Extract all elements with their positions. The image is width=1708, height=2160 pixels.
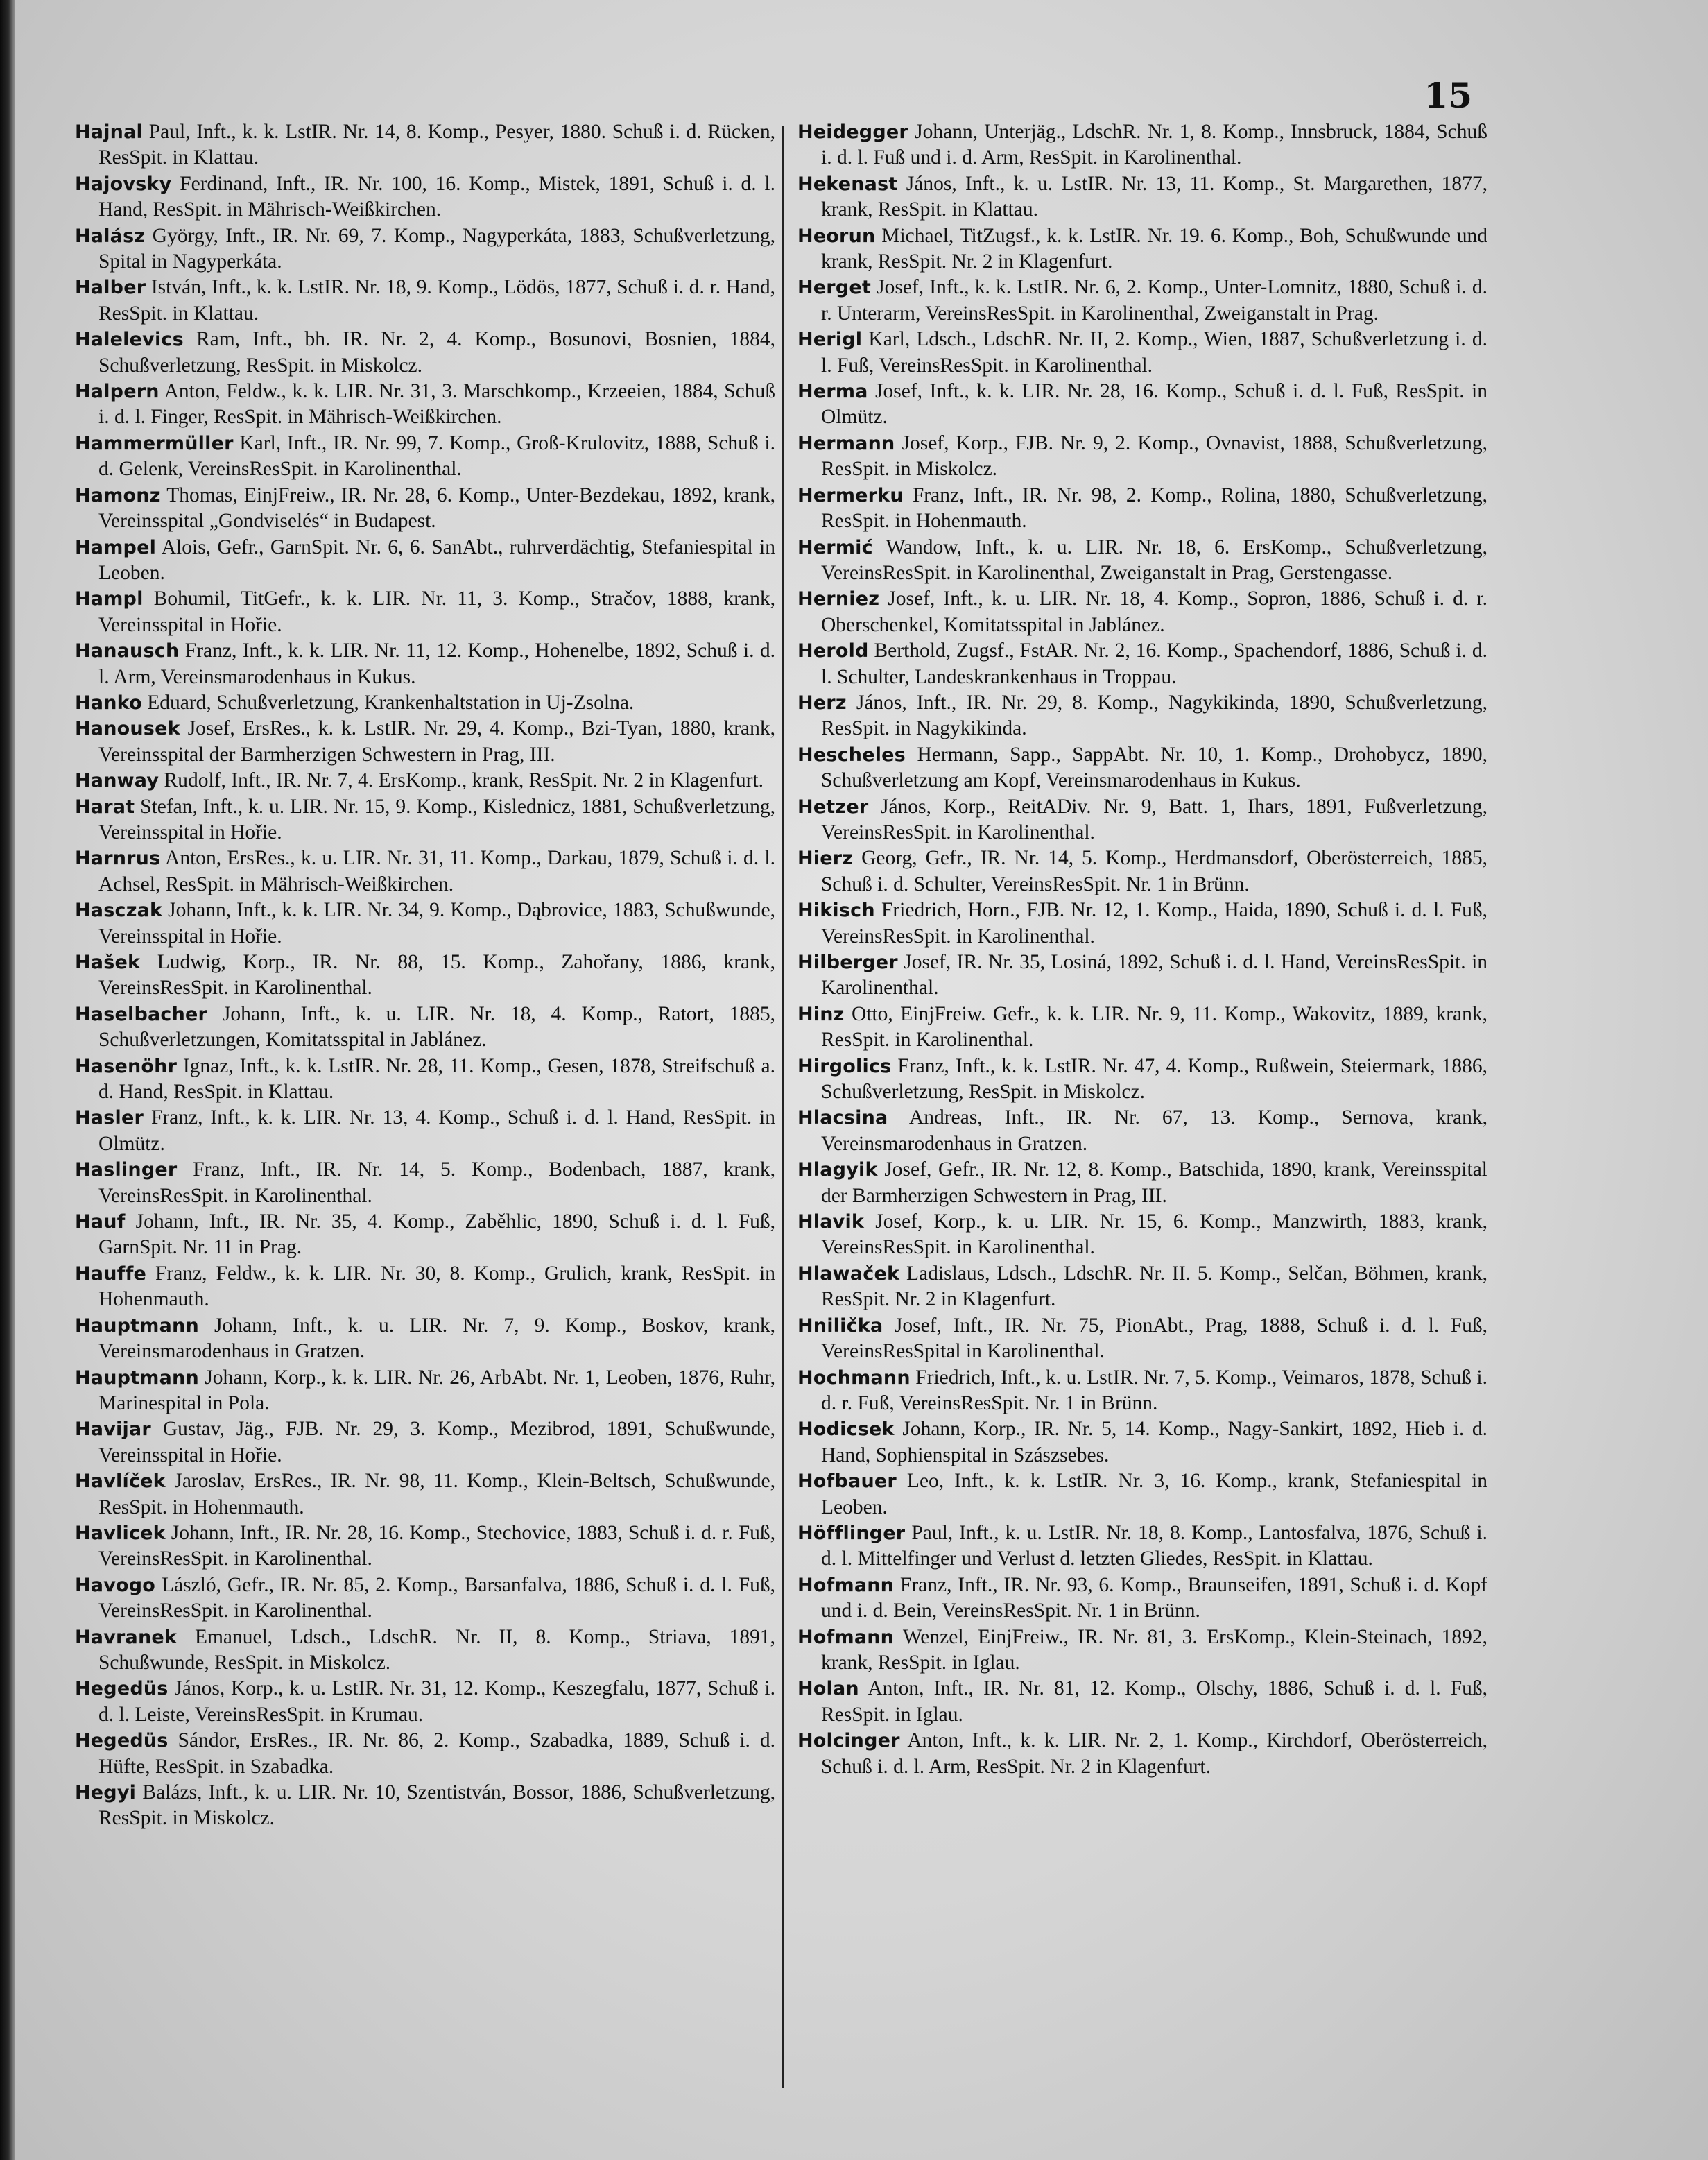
register-entry <box>797 379 1487 431</box>
register-entry <box>75 586 775 638</box>
register-entry <box>797 1261 1487 1313</box>
entry-details: Eduard, Schußverletzung, Krankenhaltstation in Uj-Zsolna. <box>147 691 635 714</box>
entry-details: Thomas, EinjFreiw., IR. Nr. 28, 6. Komp., Unter-Bezdekau, 1892, krank, Vereinsspital „Gondviselés“ in Budapest. <box>98 483 775 533</box>
register-entry <box>797 898 1487 950</box>
entry-details: Anton, Inft., k. k. LIR. Nr. 2, 1. Komp., Kirchdorf, Oberösterreich, Schuß i. d. l. Arm, ResSpit. Nr. 2 in Klagenfurt. <box>821 1729 1487 1778</box>
register-entry <box>797 846 1487 898</box>
column-divider <box>782 126 784 2088</box>
register-entry <box>75 1780 775 1832</box>
entry-details: Franz, Inft., k. k. LstIR. Nr. 47, 4. Komp., Rußwein, Steiermark, 1886, Schußverletzung, ResSpit. in Miskolcz. <box>821 1054 1487 1104</box>
entry-surname: Herz <box>797 692 847 714</box>
register-entry <box>75 1416 775 1468</box>
register-entry <box>75 1468 775 1520</box>
entry-surname: Hamonz <box>75 484 161 506</box>
entry-details: Josef, Gefr., IR. Nr. 12, 8. Komp., Batschida, 1890, krank, Vereinsspital der Barmherzigen Schwestern in Prag, III. <box>821 1158 1487 1207</box>
entry-details: László, Gefr., IR. Nr. 85, 2. Komp., Barsanfalva, 1886, Schuß i. d. l. Fuß, VereinsResSpit. in Karolinenthal. <box>98 1573 775 1622</box>
entry-surname: Hofmann <box>797 1626 895 1648</box>
register-entry <box>797 690 1487 742</box>
register-entry <box>75 1728 775 1780</box>
entry-surname: Holcinger <box>797 1730 900 1752</box>
register-entry <box>797 1054 1487 1106</box>
entry-surname: Hermann <box>797 432 895 454</box>
register-entry <box>75 1520 775 1572</box>
entry-details: Franz, Inft., IR. Nr. 14, 5. Komp., Bodenbach, 1887, krank, VereinsResSpit. in Karolinenthal. <box>98 1158 775 1207</box>
entry-surname: Halász <box>75 225 146 247</box>
register-entry <box>75 1157 775 1209</box>
entry-details: Friedrich, Horn., FJB. Nr. 12, 1. Komp., Haida, 1890, Schuß i. d. l. Fuß, VereinsResSpit. in Karolinenthal. <box>821 899 1487 948</box>
entry-details: Paul, Inft., k. k. LstIR. Nr. 14, 8. Komp., Pesyer, 1880. Schuß i. d. Rücken, ResSpit. in Klattau. <box>98 121 775 169</box>
entry-surname: Havogo <box>75 1574 156 1596</box>
entry-details: János, Korp., k. u. LstIR. Nr. 31, 12. Komp., Keszegfalu, 1877, Schuß i. d. l. Leiste, VereinsResSpit. in Krumau. <box>98 1677 775 1726</box>
entry-details: Wandow, Inft., k. u. LIR. Nr. 18, 6. ErsKomp., Schußverletzung, VereinsResSpit. in Karolinenthal, Zweiganstalt in Prag, Gerstengasse. <box>821 535 1487 584</box>
entry-details: Berthold, Zugsf., FstAR. Nr. 2, 16. Komp., Spachendorf, 1886, Schuß i. d. l. Schulter, Landeskrankenhaus in Troppau. <box>821 640 1487 688</box>
register-entry <box>797 431 1487 483</box>
entry-surname: Hammermüller <box>75 432 234 454</box>
entry-surname: Höfflinger <box>797 1522 906 1544</box>
entry-surname: Hochmann <box>797 1366 911 1389</box>
entry-surname: Herma <box>797 381 868 403</box>
entry-surname: Hegedüs <box>75 1730 169 1752</box>
register-entry <box>797 1209 1487 1261</box>
entry-details: Alois, Gefr., GarnSpit. Nr. 6, 6. SanAbt., ruhrverdächtig, Stefaniespital in Leoben. <box>98 535 775 584</box>
entry-surname: Holan <box>797 1678 859 1700</box>
entry-surname: Havranek <box>75 1626 178 1648</box>
entry-surname: Hampel <box>75 536 157 558</box>
entry-details: Karl, Ldsch., LdschR. Nr. II, 2. Komp., Wien, 1887, Schußverletzung i. d. l. Fuß, VereinsResSpit. in Karolinenthal. <box>821 328 1487 377</box>
entry-details: Johann, Korp., k. k. LIR. Nr. 26, ArbAbt. Nr. 1, Leoben, 1876, Ruhr, Marinespital in Pola. <box>98 1366 775 1414</box>
entry-details: Friedrich, Inft., k. u. LstIR. Nr. 7, 5. Komp., Veimaros, 1878, Schuß i. d. r. Fuß, VereinsResSpit. Nr. 1 in Brünn. <box>821 1366 1487 1414</box>
entry-surname: Hermerku <box>797 484 904 506</box>
entry-surname: Herget <box>797 277 871 299</box>
register-entry <box>797 327 1487 379</box>
entry-details: Balázs, Inft., k. u. LIR. Nr. 10, Szentistván, Bossor, 1886, Schußverletzung, ResSpit. in Miskolcz. <box>98 1781 775 1830</box>
entry-surname: Haslinger <box>75 1159 178 1181</box>
entry-details: Wenzel, EinjFreiw., IR. Nr. 81, 3. ErsKomp., Klein-Steinach, 1892, krank, ResSpit. in Iglau. <box>821 1625 1487 1674</box>
register-entry <box>75 483 775 535</box>
entry-details: Josef, Korp., k. u. LIR. Nr. 15, 6. Komp., Manzwirth, 1883, krank, VereinsResSpit. in Karolinenthal. <box>821 1210 1487 1259</box>
right-column <box>797 119 1487 2096</box>
entry-details: Johann, Korp., IR. Nr. 5, 14. Komp., Nagy-Sankirt, 1892, Hieb i. d. Hand, Sophienspital in Szászsebes. <box>821 1418 1487 1466</box>
register-entry <box>797 1416 1487 1468</box>
entry-surname: Hauptmann <box>75 1314 199 1337</box>
entry-surname: Hampl <box>75 588 144 610</box>
entry-surname: Herigl <box>797 329 863 351</box>
entry-surname: Hetzer <box>797 796 869 818</box>
entry-details: Ferdinand, Inft., IR. Nr. 100, 16. Komp., Mistek, 1891, Schuß i. d. l. Hand, ResSpit. in Mährisch-Weißkirchen. <box>98 172 775 221</box>
entry-surname: Hinz <box>797 1003 845 1025</box>
register-entry <box>797 1365 1487 1417</box>
entry-details: Leo, Inft., k. k. LstIR. Nr. 3, 16. Komp., krank, Stefaniespital in Leoben. <box>821 1470 1487 1518</box>
register-entry <box>75 119 775 171</box>
entry-details: Ignaz, Inft., k. k. LstIR. Nr. 28, 11. Komp., Gesen, 1878, Streifschuß a. d. Hand, ResSpit. in Klattau. <box>98 1054 775 1104</box>
binding-edge-shadow <box>0 0 15 2160</box>
entry-details: Josef, Inft., k. k. LstIR. Nr. 6, 2. Komp., Unter-Lomnitz, 1880, Schuß i. d. r. Unterarm, VereinsResSpit. in Karolinenthal, Zweiganstalt in Prag. <box>821 276 1487 325</box>
page-number: 15 <box>1424 75 1472 116</box>
entry-details: Jaroslav, ErsRes., IR. Nr. 98, 11. Komp., Klein-Beltsch, Schußwunde, ResSpit. in Hohenmauth. <box>98 1470 775 1518</box>
entry-details: Josef, Inft., IR. Nr. 75, PionAbt., Prag, 1888, Schuß i. d. l. Fuß, VereinsResSpital in Karolinenthal. <box>821 1314 1487 1363</box>
entry-surname: Hašek <box>75 952 141 973</box>
register-entry <box>797 794 1487 846</box>
register-entry <box>75 1572 775 1625</box>
entry-details: Stefan, Inft., k. u. LIR. Nr. 15, 9. Komp., Kislednicz, 1881, Schußverletzung, Vereinsspital in Hořie. <box>98 795 775 843</box>
register-entry <box>797 1572 1487 1625</box>
entry-surname: Harnrus <box>75 848 161 870</box>
register-entry <box>75 950 775 1002</box>
entry-details: Otto, EinjFreiw. Gefr., k. k. LIR. Nr. 9, 11. Komp., Wakovitz, 1889, krank, ResSpit. in Karolinenthal. <box>821 1002 1487 1052</box>
entry-surname: Hasczak <box>75 900 163 922</box>
register-entry <box>75 898 775 950</box>
entry-details: Franz, Feldw., k. k. LIR. Nr. 30, 8. Komp., Grulich, krank, ResSpit. in Hohenmauth. <box>98 1262 775 1311</box>
entry-details: Andreas, Inft., IR. Nr. 67, 13. Komp., Sernova, krank, Vereinsmarodenhaus in Gratzen. <box>821 1106 1487 1155</box>
register-entry <box>797 1520 1487 1572</box>
register-entry <box>797 1676 1487 1728</box>
entry-surname: Hanko <box>75 692 142 714</box>
entry-details: Michael, TitZugsf., k. k. LstIR. Nr. 19. 6. Komp., Boh, Schußwunde und krank, ResSpit. Nr. 2 in Klagenfurt. <box>821 224 1487 273</box>
register-entry <box>75 223 775 275</box>
entry-details: Johann, Inft., k. k. LIR. Nr. 34, 9. Komp., Dąbrovice, 1883, Schußwunde, Vereinsspital in Hořie. <box>98 899 775 948</box>
entry-details: János, Inft., IR. Nr. 29, 8. Komp., Nagykikinda, 1890, Schußverletzung, ResSpit. in Nagykikinda. <box>821 691 1487 740</box>
register-entry <box>75 690 775 716</box>
entry-details: Anton, Inft., IR. Nr. 81, 12. Komp., Olschy, 1886, Schuß i. d. l. Fuß, ResSpit. in Iglau. <box>821 1677 1487 1726</box>
register-entry <box>75 1054 775 1106</box>
entry-surname: Hofmann <box>797 1574 895 1596</box>
entry-details: Josef, Korp., FJB. Nr. 9, 2. Komp., Ovnavist, 1888, Schußverletzung, ResSpit. in Miskolcz. <box>821 431 1487 481</box>
entry-details: György, Inft., IR. Nr. 69, 7. Komp., Nagyperkáta, 1883, Schußverletzung, Spital in Nagyperkáta. <box>98 224 775 273</box>
entry-details: Karl, Inft., IR. Nr. 99, 7. Komp., Groß-Krulovitz, 1888, Schuß i. d. Gelenk, VereinsResSpit. in Karolinenthal. <box>98 431 775 481</box>
entry-details: Ram, Inft., bh. IR. Nr. 2, 4. Komp., Bosunovi, Bosnien, 1884, Schußverletzung, ResSpit. in Miskolcz. <box>98 328 775 377</box>
register-entry <box>75 171 775 223</box>
entry-details: Franz, Inft., IR. Nr. 98, 2. Komp., Rolina, 1880, Schußverletzung, ResSpit. in Hohenmauth. <box>821 483 1487 533</box>
entry-surname: Hnilička <box>797 1314 883 1337</box>
register-entry <box>797 1002 1487 1054</box>
entry-details: Anton, ErsRes., k. u. LIR. Nr. 31, 11. Komp., Darkau, 1879, Schuß i. d. l. Achsel, ResSpit. in Mährisch-Weißkirchen. <box>98 847 775 895</box>
entry-details: Josef, IR. Nr. 35, Losiná, 1892, Schuß i. d. l. Hand, VereinsResSpit. in Karolinenthal. <box>821 951 1487 1000</box>
entry-surname: Hlagyik <box>797 1159 878 1181</box>
entry-details: Johann, Inft., IR. Nr. 28, 16. Komp., Stechovice, 1883, Schuß i. d. r. Fuß, VereinsResSpit. in Karolinenthal. <box>98 1521 775 1570</box>
register-entry <box>797 1313 1487 1365</box>
entry-surname: Havlicek <box>75 1522 166 1544</box>
entry-surname: Hajovsky <box>75 173 172 195</box>
register-entry <box>797 1468 1487 1520</box>
register-entry <box>75 535 775 587</box>
register-entry <box>797 535 1487 587</box>
entry-surname: Hasenöhr <box>75 1055 178 1077</box>
register-entry <box>797 119 1487 171</box>
register-entry <box>797 275 1487 327</box>
entry-surname: Hegyi <box>75 1782 137 1803</box>
entry-details: Bohumil, TitGefr., k. k. LIR. Nr. 11, 3. Komp., Stračov, 1888, krank, Vereinsspital in Hořie. <box>98 588 775 636</box>
entry-surname: Hegedüs <box>75 1678 169 1700</box>
register-entry <box>797 742 1487 794</box>
register-entry <box>75 275 775 327</box>
register-entry <box>797 1157 1487 1209</box>
entry-surname: Halelevics <box>75 329 184 351</box>
register-entry <box>797 171 1487 223</box>
entry-surname: Halber <box>75 277 146 299</box>
entry-details: Georg, Gefr., IR. Nr. 14, 5. Komp., Herdmansdorf, Oberösterreich, 1885, Schuß i. d. Schulter, VereinsResSpit. Nr. 1 in Brünn. <box>821 847 1487 895</box>
register-entry <box>75 846 775 898</box>
entry-surname: Hermić <box>797 536 873 558</box>
entry-surname: Hescheles <box>797 744 906 766</box>
register-entry <box>75 1209 775 1261</box>
entry-surname: Hauf <box>75 1211 126 1233</box>
entry-surname: Hirgolics <box>797 1055 892 1077</box>
entry-surname: Hajnal <box>75 121 143 143</box>
entry-surname: Hanousek <box>75 718 180 740</box>
entry-surname: Hlawaček <box>797 1262 900 1285</box>
entry-surname: Hekenast <box>797 173 898 195</box>
entry-details: Gustav, Jäg., FJB. Nr. 29, 3. Komp., Mezibrod, 1891, Schußwunde, Vereinsspital in Hořie. <box>98 1418 775 1466</box>
register-entry <box>75 794 775 846</box>
entry-surname: Hierz <box>797 848 854 870</box>
entry-surname: Harat <box>75 796 135 818</box>
entry-surname: Hauptmann <box>75 1366 199 1389</box>
entry-surname: Hauffe <box>75 1262 147 1285</box>
entry-surname: Hlavik <box>797 1211 865 1233</box>
register-entry <box>75 768 775 794</box>
entry-surname: Hanausch <box>75 640 180 662</box>
entry-surname: Herold <box>797 640 869 662</box>
register-entry <box>75 1002 775 1054</box>
entry-details: Sándor, ErsRes., IR. Nr. 86, 2. Komp., Szabadka, 1889, Schuß i. d. Hüfte, ResSpit. in Szabadka. <box>98 1729 775 1778</box>
entry-surname: Hlacsina <box>797 1107 888 1129</box>
entry-details: Josef, Inft., k. k. LIR. Nr. 28, 16. Komp., Schuß i. d. l. Fuß, ResSpit. in Olmütz. <box>821 380 1487 429</box>
entry-surname: Hilberger <box>797 952 898 973</box>
entry-details: Franz, Inft., IR. Nr. 93, 6. Komp., Braunseifen, 1891, Schuß i. d. Kopf und i. d. Bein, VereinsResSpit. Nr. 1 in Brünn. <box>821 1573 1487 1622</box>
register-entry <box>75 1676 775 1728</box>
register-entry <box>75 379 775 431</box>
entry-details: Ludwig, Korp., IR. Nr. 88, 15. Komp., Zahořany, 1886, krank, VereinsResSpit. in Karolinenthal. <box>98 951 775 1000</box>
entry-details: Johann, Inft., k. u. LIR. Nr. 7, 9. Komp., Boskov, krank, Vereinsmarodenhaus in Gratzen. <box>98 1314 775 1363</box>
register-entry <box>75 1105 775 1157</box>
entry-details: Johann, Inft., IR. Nr. 35, 4. Komp., Zaběhlic, 1890, Schuß i. d. l. Fuß, GarnSpit. Nr. 11 in Prag. <box>98 1210 775 1259</box>
entry-details: János, Korp., ReitADiv. Nr. 9, Batt. 1, Ihars, 1891, Fußverletzung, VereinsResSpit. in Karolinenthal. <box>821 795 1487 843</box>
entry-details: Franz, Inft., k. k. LIR. Nr. 13, 4. Komp., Schuß i. d. l. Hand, ResSpit. in Olmütz. <box>98 1106 775 1155</box>
register-entry <box>75 716 775 768</box>
register-entry <box>75 1365 775 1417</box>
entry-surname: Hasler <box>75 1107 144 1129</box>
register-entry <box>75 431 775 483</box>
register-entry <box>75 638 775 690</box>
entry-surname: Hikisch <box>797 900 875 922</box>
entry-details: Rudolf, Inft., IR. Nr. 7, 4. ErsKomp., krank, ResSpit. Nr. 2 in Klagenfurt. <box>164 769 764 792</box>
entry-surname: Halpern <box>75 381 159 403</box>
entry-details: Paul, Inft., k. u. LstIR. Nr. 18, 8. Komp., Lantosfalva, 1876, Schuß i. d. l. Mittelfinger und Verlust d. letzten Gliedes, ResSpit. in Klattau. <box>821 1521 1487 1570</box>
entry-surname: Hofbauer <box>797 1471 897 1493</box>
entry-details: Anton, Feldw., k. k. LIR. Nr. 31, 3. Marschkomp., Krzeeien, 1884, Schuß i. d. l. Finger, ResSpit. in Mährisch-Weißkirchen. <box>98 380 775 429</box>
left-column <box>75 119 775 2096</box>
register-entry <box>797 1728 1487 1780</box>
entry-details: Johann, Inft., k. u. LIR. Nr. 18, 4. Komp., Ratort, 1885, Schußverletzungen, Komitatsspital in Jablánez. <box>98 1002 775 1052</box>
register-entry <box>75 1313 775 1365</box>
entry-surname: Heorun <box>797 225 876 247</box>
entry-details: János, Inft., k. u. LstIR. Nr. 13, 11. Komp., St. Margarethen, 1877, krank, ResSpit. in Klattau. <box>821 172 1487 221</box>
register-entry <box>75 327 775 379</box>
entry-surname: Hanway <box>75 770 159 792</box>
entry-details: Franz, Inft., k. k. LIR. Nr. 11, 12. Komp., Hohenelbe, 1892, Schuß i. d. l. Arm, Vereinsmarodenhaus in Kukus. <box>98 640 775 688</box>
entry-details: Josef, Inft., k. u. LIR. Nr. 18, 4. Komp., Sopron, 1886, Schuß i. d. r. Oberschenkel, Komitatsspital in Jablánez. <box>821 588 1487 636</box>
entry-surname: Heidegger <box>797 121 908 143</box>
entry-surname: Havijar <box>75 1418 151 1441</box>
register-entry <box>797 586 1487 638</box>
entry-details: Josef, ErsRes., k. k. LstIR. Nr. 29, 4. Komp., Bzi-Tyan, 1880, krank, Vereinsspital der Barmherzigen Schwestern in Prag, III. <box>98 717 775 766</box>
entry-details: Ladislaus, Ldsch., LdschR. Nr. II. 5. Komp., Selčan, Böhmen, krank, ResSpit. Nr. 2 in Klagenfurt. <box>821 1262 1487 1311</box>
register-entry <box>797 223 1487 275</box>
entry-details: István, Inft., k. k. LstIR. Nr. 18, 9. Komp., Lödös, 1877, Schuß i. d. r. Hand, ResSpit. in Klattau. <box>98 276 775 325</box>
entry-surname: Hodicsek <box>797 1418 895 1441</box>
entry-details: Johann, Unterjäg., LdschR. Nr. 1, 8. Komp., Innsbruck, 1884, Schuß i. d. l. Fuß und i. d. Arm, ResSpit. in Karolinenthal. <box>821 121 1487 169</box>
register-entry <box>797 1105 1487 1157</box>
entry-details: Hermann, Sapp., SappAbt. Nr. 10, 1. Komp., Drohobycz, 1890, Schußverletzung am Kopf, Vereinsmarodenhaus in Kukus. <box>821 743 1487 792</box>
register-entry <box>797 483 1487 535</box>
register-entry <box>75 1261 775 1313</box>
register-entry <box>797 638 1487 690</box>
entry-surname: Haselbacher <box>75 1003 208 1025</box>
register-entry <box>75 1625 775 1677</box>
entry-surname: Havlíček <box>75 1471 166 1493</box>
register-entry <box>797 1625 1487 1677</box>
entry-details: Emanuel, Ldsch., LdschR. Nr. II, 8. Komp., Striava, 1891, Schußwunde, ResSpit. in Miskolcz. <box>98 1625 775 1674</box>
entry-surname: Herniez <box>797 588 880 610</box>
register-entry <box>797 950 1487 1002</box>
